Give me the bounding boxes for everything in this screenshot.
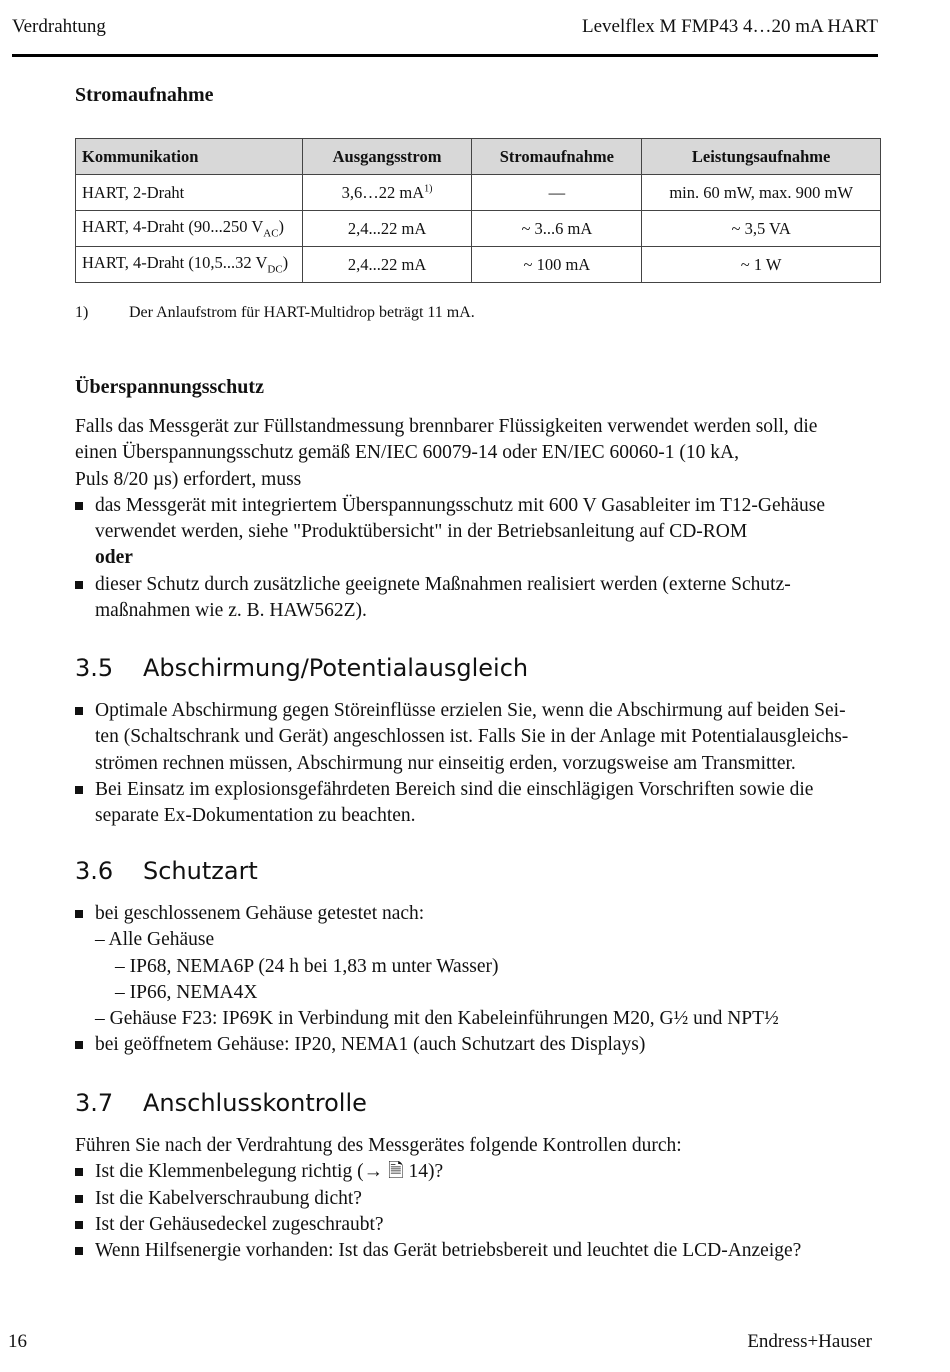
list-item: Ist die Klemmenbelegung richtig (→ 🗎 14)? bbox=[75, 1159, 885, 1185]
col-header-kommunikation: Kommunikation bbox=[76, 139, 303, 175]
dash-item: – IP68, NEMA6P (24 h bei 1,83 m unter Wasser) bbox=[115, 955, 499, 977]
running-header-product: Levelflex M FMP43 4…20 mA HART bbox=[582, 16, 878, 37]
bullet-icon bbox=[75, 707, 83, 715]
col-header-ausgangsstrom: Ausgangsstrom bbox=[302, 139, 472, 175]
section-3-6-body bbox=[75, 901, 885, 1059]
cell-leistungsaufnahme: ~ 3,5 VA bbox=[642, 211, 881, 247]
section-heading-3-6: 3.6 Schutzart bbox=[75, 857, 258, 885]
section-3-5-body bbox=[75, 698, 885, 829]
list-item: Bei Einsatz im explosionsgefährdeten Bereich sind die einschlägigen Vorschriften sowie die separate Ex-Dokumentation zu beachten. bbox=[75, 777, 885, 830]
ueberspannung-body bbox=[75, 414, 885, 624]
cell-kommunikation: HART, 4-Draht (90...250 $V_{AC}$) bbox=[76, 211, 303, 247]
footnote-ref: 1) bbox=[424, 183, 433, 194]
list-item: Optimale Abschirmung gegen Störeinflüsse erzielen Sie, wenn die Abschirmung auf beiden Sei- ten (Schaltschrank und Gerät) angeschlossen ist. Falls Sie in der Anlage mit Potentialausgleichs- strömen rechnen müssen, Abschirmung nur einseitig erden, vorzugsweise am Transmitter. bbox=[75, 698, 885, 777]
list-item: bei geschlossenem Gehäuse getestet nach: – Alle Gehäuse – IP68, NEMA6P (24 h bei 1,83 m unter Wasser) – IP66, NEMA4X – Gehäuse F23: IP69K in Verbindung mit den Kabeleinführungen M20, G½ und NPT½ bbox=[75, 901, 885, 1032]
body-line: einen Überspannungsschutz gemäß EN/IEC 60079-14 oder EN/IEC 60060-1 (10 kA, bbox=[75, 442, 739, 464]
dash-item: – IP66, NEMA4X bbox=[115, 981, 258, 1003]
cell-leistungsaufnahme: ~ 1 W bbox=[642, 247, 881, 283]
body-line: Falls das Messgerät zur Füllstandmessung brennbarer Flüssigkeiten verwendet werden soll, die bbox=[75, 416, 818, 437]
cell-ausgangsstrom: 3,6…22 $mA^{1)}$ bbox=[302, 175, 472, 211]
section-heading-3-5: 3.5 Abschirmung/Potentialausgleich bbox=[75, 654, 529, 682]
list-item: Ist der Gehäusedeckel zugeschraubt? bbox=[75, 1212, 885, 1238]
stromaufnahme-heading: Stromaufnahme bbox=[75, 84, 214, 106]
running-header-section: Verdrahtung bbox=[12, 16, 106, 37]
cell-stromaufnahme: ~ 100 mA bbox=[472, 247, 642, 283]
ueberspannung-heading: Überspannungsschutz bbox=[75, 376, 264, 398]
list-item: Wenn Hilfsenergie vorhanden: Ist das Gerät betriebsbereit und leuchtet die LCD-Anzeige? bbox=[75, 1238, 885, 1264]
footnote-number: 1) bbox=[75, 304, 89, 321]
footnote-text: Der Anlaufstrom für HART-Multidrop beträgt 11 mA. bbox=[129, 304, 475, 321]
section-3-7-body bbox=[75, 1133, 885, 1264]
list-item: bei geöffnetem Gehäuse: IP20, NEMA1 (auch Schutzart des Displays) bbox=[75, 1032, 885, 1058]
list-item: Ist die Kabelverschraubung dicht? bbox=[75, 1186, 885, 1212]
cell-kommunikation: HART, 2-Draht bbox=[76, 175, 303, 211]
list-item: dieser Schutz durch zusätzliche geeignete Maßnahmen realisiert werden (externe Schutz- maßnahmen wie z. B. HAW562Z). bbox=[75, 572, 885, 625]
col-header-leistungsaufnahme: Leistungsaufnahme bbox=[642, 139, 881, 175]
header-rule bbox=[12, 54, 878, 57]
bullet-icon bbox=[75, 581, 83, 589]
col-header-stromaufnahme: Stromaufnahme bbox=[472, 139, 642, 175]
bullet-icon bbox=[75, 1168, 83, 1176]
dash-item: – Gehäuse F23: IP69K in Verbindung mit den Kabeleinführungen M20, G½ und NPT½ bbox=[95, 1008, 779, 1030]
table-row bbox=[76, 211, 881, 247]
page-number: 16 bbox=[8, 1331, 27, 1352]
dash-item: – Alle Gehäuse bbox=[95, 929, 215, 951]
bullet-icon bbox=[75, 1041, 83, 1049]
cell-kommunikation: HART, 4-Draht (10,5...32 $V_{DC}$) bbox=[76, 247, 303, 283]
bullet-icon bbox=[75, 502, 83, 510]
cell-ausgangsstrom: 2,4...22 mA bbox=[302, 211, 472, 247]
bullet-icon bbox=[75, 1247, 83, 1255]
stromaufnahme-table bbox=[75, 138, 881, 283]
cell-ausgangsstrom: 2,4...22 mA bbox=[302, 247, 472, 283]
bullet-icon bbox=[75, 1195, 83, 1203]
cell-stromaufnahme: — bbox=[472, 175, 642, 211]
section-heading-3-7: 3.7 Anschlusskontrolle bbox=[75, 1089, 367, 1117]
bullet-icon bbox=[75, 1221, 83, 1229]
body-line: Puls 8/20 µs) erfordert, muss bbox=[75, 468, 302, 490]
table-row bbox=[76, 175, 881, 211]
oder-label: oder bbox=[95, 547, 133, 569]
cell-stromaufnahme: ~ 3...6 mA bbox=[472, 211, 642, 247]
cell-leistungsaufnahme: min. 60 mW, max. 900 mW bbox=[642, 175, 881, 211]
brand-footer: Endress+Hauser bbox=[747, 1331, 872, 1352]
list-item: das Messgerät mit integriertem Überspannungsschutz mit 600 V Gasableiter im T12-Gehäuse verwendet werden, siehe "Produktübersicht" in der Betriebsanleitung auf CD-ROM oder bbox=[75, 493, 885, 572]
table-row bbox=[76, 247, 881, 283]
intro-line: Führen Sie nach der Verdrahtung des Messgerätes folgende Kontrollen durch: bbox=[75, 1135, 682, 1156]
table-header-row bbox=[76, 139, 881, 175]
bullet-icon bbox=[75, 786, 83, 794]
bullet-icon bbox=[75, 910, 83, 918]
